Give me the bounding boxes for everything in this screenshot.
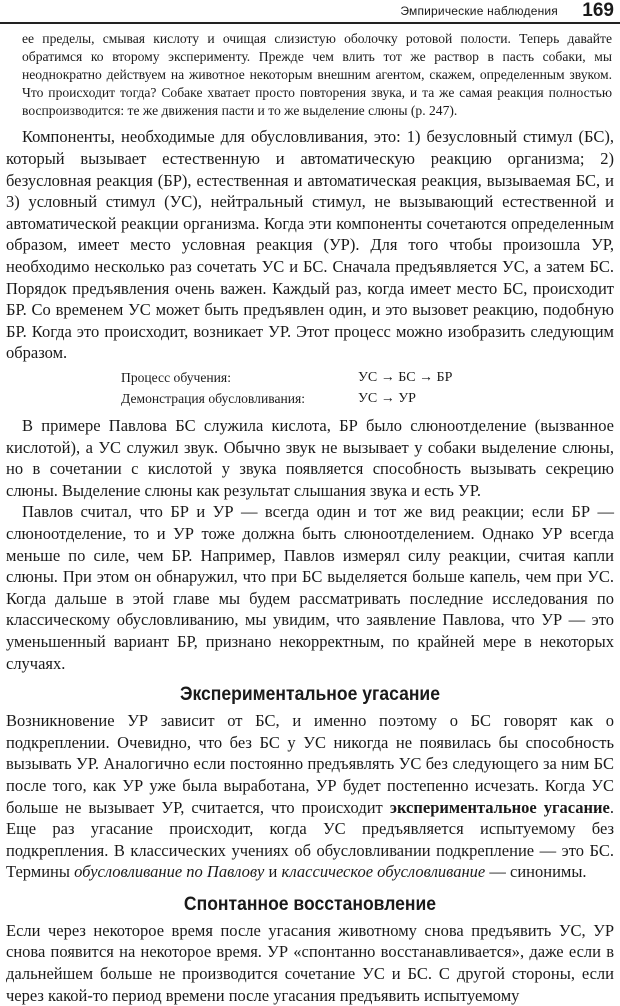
term-classical-conditioning: классическое обусловливание: [281, 862, 486, 882]
extinction-text-after: . Еще раз угасание происходит, когда УС предъявляется испытуемому без подкрепления. В классических учениях об обусловливании подкрепление — это БС. Термины: [6, 797, 614, 882]
page-body: [6, 30, 614, 1006]
scheme-label-learning: Процесс обучения:: [121, 370, 231, 385]
scheme-row-demonstration: [121, 388, 614, 409]
term-pavlovian-conditioning: обусловливание по Павлову: [74, 862, 265, 882]
term-experimental-extinction: экспериментальное угасание: [389, 797, 610, 817]
extinction-text-and: и: [268, 862, 278, 882]
extinction-text-before: Возникновение УР зависит от БС, и именно поэтому о БС говорят как о подкреплении. Очевидно, что без БС у УС никогда не появилась бы способность вызывать УР. Аналогично если постоянно предъявлять УС без следующего за ним БС после того, как УР уже была выработана, УР будет постепенно исчезать. Когда УС больше не вызывает УР, считается, что происходит: [6, 711, 614, 817]
page-number: 169: [582, 0, 614, 21]
paragraph-example: В примере Павлова БС служила кислота, БР было слюноотделение (вызванное кислотой), а УС служил звук. Обычно звук не вызывает у собаки выделение слюны, но в сочетании с кислотой у звука появляется способность вызывать секрецию слюны. Выделение слюны как результат слышания звука и есть УР.: [6, 416, 614, 500]
paragraph-spontaneous-recovery: Если через некоторое время после угасания животному снова предъявить УС, УР снова появится на некоторое время. УР «спонтанно восстанавливается», даже если в дальнейшем больше не производится сочетание УС и БС. С другой стороны, если через какой-то период времени после угасания предъявить испытуемому: [6, 920, 614, 1005]
scheme-formula-learning: УС → БС → БР: [358, 370, 453, 385]
scheme-formula-demonstration: УС → УР: [358, 391, 416, 406]
paragraph-pavlov: Павлов считал, что БР и УР — всегда один и тот же вид реакции; если БР — слюноотделение, то и УР тоже должна быть слюноотделением. Однако УР всегда меньше по силе, чем БР. Например, Павлов измерял силу реакции, считая капли слюны. При этом он обнаружил, что при БС выделяется больше капель, чем при УС. Когда дальше в этой главе мы будем рассматривать последние исследования по классическому обусловливанию, мы увидим, что заявление Павлова, что УР — это уменьшенный вариант БР, признано некорректным, по крайней мере в некоторых случаях.: [6, 502, 614, 673]
section-heading-spontaneous-recovery: Спонтанное восстановление: [183, 892, 437, 915]
quote-block: [6, 30, 614, 120]
running-header: [0, 0, 620, 24]
section-heading-extinction: Экспериментальное угасание: [180, 683, 440, 706]
quote-text: ее пределы, смывая кислоту и очищая слизистую оболочку ротовой полости. Теперь давайте обратимся ко второму эксперименту. Прежде чем влить тот же раствор в пасть собаки, мы неоднократно действуем на животное некоторым внешним агентом, скажем, определенным звуком. Что происходит тогда? Собаке хватает просто повторения звука, и та же самая реакция полностью воспроизводится: те же движения пасти и то же выделение слюны (р. 247).: [22, 31, 612, 119]
paragraph-extinction: [6, 710, 614, 883]
extinction-text-end: — синонимы.: [489, 862, 587, 882]
conditioning-scheme: [121, 367, 614, 409]
chapter-title: Эмпирические наблюдения: [400, 4, 558, 18]
scheme-row-learning: [121, 367, 614, 388]
paragraph-components: Компоненты, необходимые для обусловливания, это: 1) безусловный стимул (БС), который вызывает естественную и автоматическую реакцию организма; 2) безусловная реакция (БР), естественная и автоматическая реакция, вызываемая БС, и 3) условный стимул (УС), нейтральный стимул, не вызывающий естественной и автоматической реакции организма. Когда эти компоненты сочетаются определенным образом, имеет место условная реакция (УР). Для того чтобы произошла УР, необходимо несколько раз сочетать УС и БС. Сначала предъявляется УС, а затем БС. Порядок предъявления очень важен. Каждый раз, когда имеет место БС, происходит БР. Со временем УС может быть предъявлен один, и это вызовет реакцию, подобную БР. Когда это происходит, возникает УР. Этот процесс можно изобразить следующим образом.: [6, 127, 614, 363]
scheme-label-demonstration: Демонстрация обусловливания:: [121, 391, 306, 406]
